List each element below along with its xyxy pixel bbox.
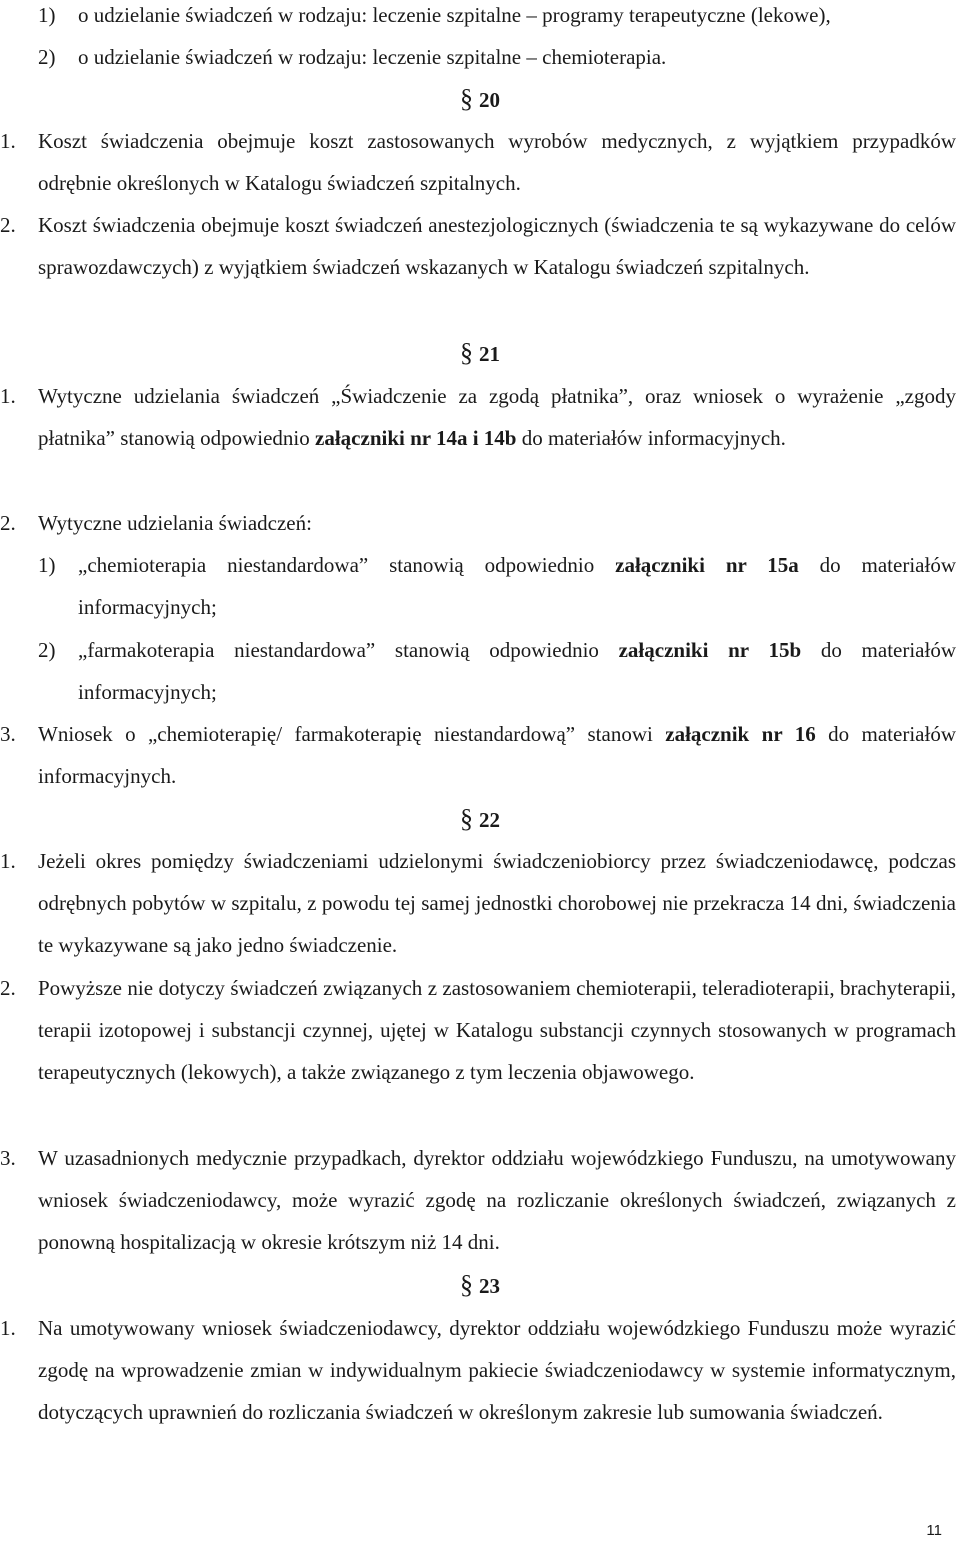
- section-heading: [0, 340, 960, 367]
- paragraph-text: Wytyczne udzielania świadczeń „Świadczenie za zgodą płatnika”, oraz wniosek o wyrażenie „zgody płatnika” stanowią odpowiednio: [38, 384, 956, 450]
- list-item-text: [78, 629, 956, 713]
- paragraph: [38, 713, 956, 797]
- section-heading: [0, 86, 960, 113]
- paragraph-number: 2.: [0, 511, 16, 535]
- section-symbol: §: [460, 804, 473, 833]
- paragraph-number: 3.: [0, 722, 16, 746]
- attachment-reference: załączniki nr 15b: [618, 638, 802, 662]
- paragraph-number: 3.: [0, 1146, 16, 1170]
- page-number: 11: [926, 1522, 942, 1539]
- attachment-reference: załączniki nr 15a: [615, 553, 799, 577]
- paragraph: Koszt świadczenia obejmuje koszt świadczeń anestezjologicznych (świadczenia te są wykazywane do celów sprawozdawczych) z wyjątkiem świadczeń wskazanych w Katalogu świadczeń szpitalnych.: [38, 213, 956, 279]
- list-item-number: 1): [38, 3, 56, 27]
- paragraph-number: 1.: [0, 849, 16, 873]
- list-item-number: 1): [38, 553, 56, 577]
- paragraph: Powyższe nie dotyczy świadczeń związanych z zastosowaniem chemioterapii, teleradioterapii, brachyterapii, terapii izotopowej i substancji czynnej, ujętej w Katalogu substancji czynnych stosowanych w programach terapeutycznych (lekowych), a także związanego z tym leczenia objawowego.: [38, 976, 956, 1084]
- section-symbol: §: [460, 338, 473, 367]
- attachment-reference: załączniki nr 14a i 14b: [315, 426, 517, 450]
- paragraph-text: „farmakoterapia niestandardowa” stanowią odpowiednio: [78, 638, 619, 662]
- paragraph-text: do materiałów informacyjnych;: [78, 638, 956, 704]
- list-item-text: [78, 544, 956, 628]
- section-heading: [0, 1272, 960, 1299]
- section-number: 22: [479, 808, 500, 832]
- paragraph: Koszt świadczenia obejmuje koszt zastosowanych wyrobów medycznych, z wyjątkiem przypadków odrębnie określonych w Katalogu świadczeń szpitalnych.: [38, 129, 956, 195]
- paragraph: Wytyczne udzielania świadczeń:: [38, 511, 312, 535]
- section-number: 21: [479, 342, 500, 366]
- paragraph: Na umotywowany wniosek świadczeniodawcy, dyrektor oddziału wojewódzkiego Funduszu może wyrazić zgodę na wprowadzenie zmian w indywidualnym pakiecie świadczeniodawcy w systemie informatycznym, dotyczących uprawnień do rozliczania świadczeń w określonym zakresie lub sumowania świadczeń.: [38, 1316, 956, 1424]
- paragraph-number: 2.: [0, 213, 16, 237]
- section-heading: [0, 806, 960, 833]
- section-number: 23: [479, 1274, 500, 1298]
- paragraph-number: 1.: [0, 129, 16, 153]
- paragraph-number: 1.: [0, 1316, 16, 1340]
- paragraph-number: 2.: [0, 976, 16, 1000]
- list-item-text: o udzielanie świadczeń w rodzaju: leczenie szpitalne – chemioterapia.: [78, 45, 667, 69]
- paragraph-text: do materiałów informacyjnych.: [38, 722, 956, 788]
- paragraph-text: do materiałów informacyjnych;: [78, 553, 956, 619]
- section-symbol: §: [460, 84, 473, 113]
- paragraph-text: „chemioterapia niestandardowa” stanowią odpowiednio: [78, 553, 616, 577]
- paragraph: Jeżeli okres pomiędzy świadczeniami udzielonymi świadczeniobiorcy przez świadczeniodawcę, podczas odrębnych pobytów w szpitalu, z powodu tej samej jednostki chorobowej nie przekracza 14 dni, świadczenia te wykazywane są jako jedno świadczenie.: [38, 849, 956, 957]
- section-number: 20: [479, 88, 500, 112]
- section-symbol: §: [460, 1270, 473, 1299]
- list-item-number: 2): [38, 638, 56, 662]
- paragraph-text: do materiałów informacyjnych.: [516, 426, 786, 450]
- attachment-reference: załącznik nr 16: [665, 722, 816, 746]
- paragraph-number: 1.: [0, 384, 16, 408]
- paragraph: [38, 375, 956, 459]
- paragraph: W uzasadnionych medycznie przypadkach, dyrektor oddziału wojewódzkiego Funduszu, na umotywowany wniosek świadczeniodawcy, może wyrazić zgodę na rozliczanie określonych świadczeń, związanych z ponowną hospitalizacją w okresie krótszym niż 14 dni.: [38, 1146, 956, 1254]
- list-item-number: 2): [38, 45, 56, 69]
- list-item-text: o udzielanie świadczeń w rodzaju: leczenie szpitalne – programy terapeutyczne (lekowe),: [78, 3, 831, 27]
- paragraph-text: Wniosek o „chemioterapię/ farmakoterapię niestandardową” stanowi: [38, 722, 666, 746]
